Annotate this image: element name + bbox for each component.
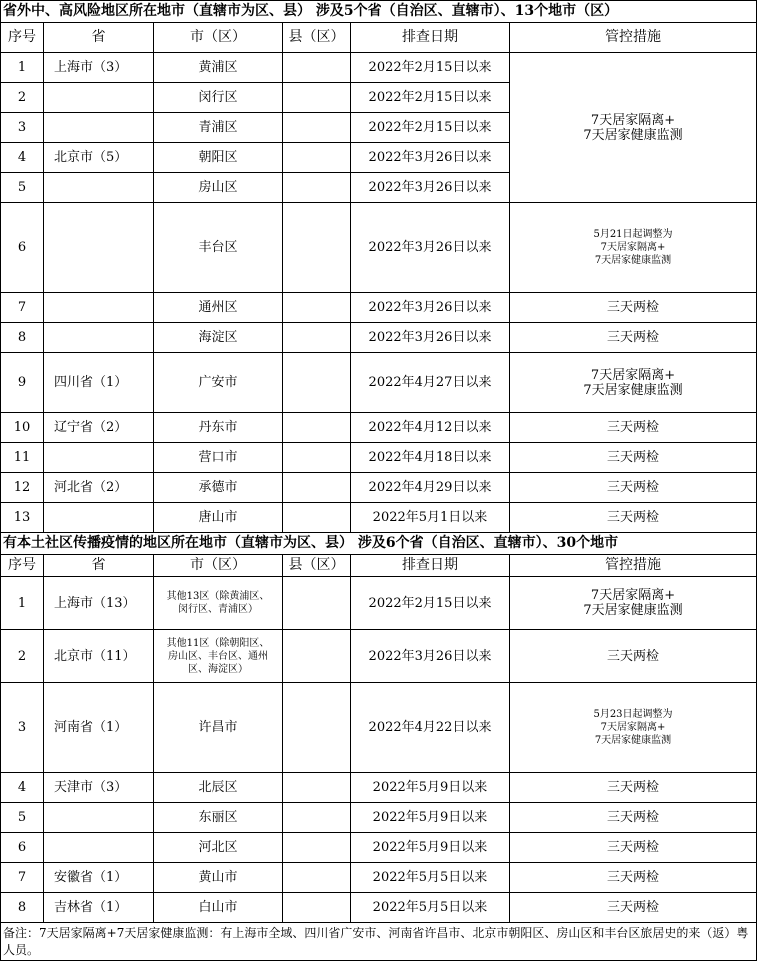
row-number: 8: [1, 323, 44, 353]
county-cell: [283, 893, 351, 923]
measure-cell: [510, 203, 757, 293]
date-cell: 2022年5月5日以来: [351, 893, 510, 923]
measure-cell: [510, 323, 757, 353]
date-cell: 2022年5月9日以来: [351, 833, 510, 863]
measure-cell-line: 三天两检: [607, 480, 660, 495]
measure-cell-line: 三天两检: [607, 330, 660, 345]
header-no: 序号: [1, 23, 44, 53]
city-cell: 黄浦区: [154, 53, 283, 83]
province-cell: 安徽省（1）: [44, 863, 154, 893]
county-cell: [283, 323, 351, 353]
header-city: 市（区）: [154, 555, 283, 577]
section-title: 省外中、高风险地区所在地市（直辖市为区、县） 涉及5个省（自治区、直辖市）、13个地市（区）: [1, 1, 757, 23]
province-cell: 辽宁省（2）: [44, 413, 154, 443]
county-cell: [283, 863, 351, 893]
table-row: [1, 863, 757, 893]
county-cell: [283, 503, 351, 533]
header-measure: 管控措施: [510, 23, 757, 53]
county-cell: [283, 173, 351, 203]
city-cell: 朝阳区: [154, 143, 283, 173]
date-cell: 2022年3月26日以来: [351, 173, 510, 203]
row-number: 7: [1, 293, 44, 323]
city-cell: 承德市: [154, 473, 283, 503]
county-cell: [283, 413, 351, 443]
header-date: 排查日期: [351, 23, 510, 53]
measure-cell: [510, 630, 757, 683]
header-no: 序号: [1, 555, 44, 577]
province-cell: [44, 293, 154, 323]
date-cell: 2022年4月29日以来: [351, 473, 510, 503]
province-cell: [44, 443, 154, 473]
province-cell: 上海市（3）: [44, 53, 154, 83]
header-province: 省: [44, 555, 154, 577]
table-row: [1, 683, 757, 773]
province-cell: [44, 803, 154, 833]
measure-cell: [510, 893, 757, 923]
city-cell: 营口市: [154, 443, 283, 473]
measure-cell: [510, 293, 757, 323]
province-cell: [44, 83, 154, 113]
measure-cell-line: 7天居家隔离+: [590, 588, 676, 603]
measure-cell-line: 7天居家隔离+: [600, 722, 666, 733]
measure-cell-line: 三天两检: [607, 510, 660, 525]
province-cell: 北京市（11）: [44, 630, 154, 683]
province-cell: 上海市（13）: [44, 577, 154, 630]
row-number: 7: [1, 863, 44, 893]
city-cell: 丹东市: [154, 413, 283, 443]
row-number: 6: [1, 203, 44, 293]
date-cell: 2022年5月5日以来: [351, 863, 510, 893]
province-cell: [44, 503, 154, 533]
header-measure: 管控措施: [510, 555, 757, 577]
measure-cell: [510, 53, 757, 203]
row-number: 13: [1, 503, 44, 533]
row-number: 2: [1, 83, 44, 113]
table-row: [1, 577, 757, 630]
measure-cell-line: 三天两检: [607, 900, 660, 915]
county-cell: [283, 833, 351, 863]
table-row: [1, 353, 757, 413]
city-cell: 丰台区: [154, 203, 283, 293]
table-row: [1, 503, 757, 533]
county-cell: [283, 683, 351, 773]
city-cell: [154, 630, 283, 683]
row-number: 1: [1, 577, 44, 630]
date-cell: 2022年2月15日以来: [351, 83, 510, 113]
measure-cell-line: 7天居家隔离+: [600, 242, 666, 253]
date-cell: 2022年3月26日以来: [351, 323, 510, 353]
row-number: 12: [1, 473, 44, 503]
table-row: [1, 893, 757, 923]
county-cell: [283, 803, 351, 833]
measure-cell-line: 三天两检: [607, 780, 660, 795]
note-row: [1, 923, 757, 961]
header-county: 县（区）: [283, 23, 351, 53]
city-cell-line: 区、海淀区）: [188, 663, 248, 675]
county-cell: [283, 293, 351, 323]
county-cell: [283, 203, 351, 293]
county-cell: [283, 577, 351, 630]
measure-cell-line: 5月21日起调整为: [593, 229, 673, 240]
row-number: 11: [1, 443, 44, 473]
header-province: 省: [44, 23, 154, 53]
measure-cell: [510, 863, 757, 893]
city-cell: 海淀区: [154, 323, 283, 353]
row-number: 4: [1, 143, 44, 173]
date-cell: 2022年4月12日以来: [351, 413, 510, 443]
measure-cell-line: 三天两检: [607, 840, 660, 855]
measure-cell-line: 7天居家健康监测: [583, 603, 683, 618]
section-title-row: [1, 533, 757, 555]
measure-cell-line: 三天两检: [607, 810, 660, 825]
row-number: 1: [1, 53, 44, 83]
table-row: [1, 803, 757, 833]
row-number: 6: [1, 833, 44, 863]
county-cell: [283, 443, 351, 473]
row-number: 9: [1, 353, 44, 413]
measure-cell-line: 三天两检: [607, 870, 660, 885]
header-date: 排查日期: [351, 555, 510, 577]
county-cell: [283, 630, 351, 683]
measure-cell-line: 三天两检: [607, 300, 660, 315]
city-cell: 白山市: [154, 893, 283, 923]
county-cell: [283, 353, 351, 413]
row-number: 3: [1, 113, 44, 143]
date-cell: 2022年3月26日以来: [351, 630, 510, 683]
header-county: 县（区）: [283, 555, 351, 577]
city-cell: [154, 577, 283, 630]
date-cell: 2022年4月22日以来: [351, 683, 510, 773]
date-cell: 2022年4月18日以来: [351, 443, 510, 473]
row-number: 4: [1, 773, 44, 803]
measure-cell: [510, 833, 757, 863]
row-number: 5: [1, 803, 44, 833]
province-cell: 吉林省（1）: [44, 893, 154, 923]
province-cell: [44, 113, 154, 143]
measure-cell: [510, 353, 757, 413]
measure-cell-line: 7天居家隔离+: [590, 367, 676, 383]
province-cell: 天津市（3）: [44, 773, 154, 803]
county-cell: [283, 83, 351, 113]
city-cell: 房山区: [154, 173, 283, 203]
measure-cell: [510, 683, 757, 773]
measure-cell-line: 5月23日起调整为: [593, 709, 673, 720]
date-cell: 2022年2月15日以来: [351, 53, 510, 83]
measure-cell-line: 7天居家健康监测: [583, 382, 683, 398]
section-title-row: [1, 1, 757, 23]
county-cell: [283, 113, 351, 143]
table-row: [1, 293, 757, 323]
date-cell: 2022年3月26日以来: [351, 143, 510, 173]
measure-cell-line: 7天居家隔离+: [590, 112, 676, 128]
date-cell: 2022年4月27日以来: [351, 353, 510, 413]
city-cell-line: 其他11区（除朝阳区、: [166, 637, 270, 649]
city-cell: 通州区: [154, 293, 283, 323]
city-cell: 许昌市: [154, 683, 283, 773]
date-cell: 2022年5月9日以来: [351, 803, 510, 833]
table-row: [1, 413, 757, 443]
province-cell: 四川省（1）: [44, 353, 154, 413]
city-cell: 广安市: [154, 353, 283, 413]
province-cell: 河北省（2）: [44, 473, 154, 503]
table-row: [1, 630, 757, 683]
header-city: 市（区）: [154, 23, 283, 53]
date-cell: 2022年3月26日以来: [351, 203, 510, 293]
province-cell: [44, 173, 154, 203]
city-cell-line: 闵行区、青浦区）: [178, 604, 258, 615]
header-row: [1, 555, 757, 577]
row-number: 10: [1, 413, 44, 443]
section-title: 有本土社区传播疫情的地区所在地市（直辖市为区、县） 涉及6个省（自治区、直辖市）、30个地市: [1, 533, 757, 555]
county-cell: [283, 773, 351, 803]
county-cell: [283, 143, 351, 173]
table-row: [1, 323, 757, 353]
measure-cell-line: 三天两检: [607, 420, 660, 435]
table-row: [1, 473, 757, 503]
table-row: [1, 203, 757, 293]
city-cell: 闵行区: [154, 83, 283, 113]
measure-cell-line: 三天两检: [607, 648, 660, 664]
city-cell-line: 其他13区（除黄浦区、: [166, 591, 270, 602]
city-cell: 青浦区: [154, 113, 283, 143]
measure-cell-line: 三天两检: [607, 450, 660, 465]
province-cell: [44, 323, 154, 353]
date-cell: 2022年5月1日以来: [351, 503, 510, 533]
measure-cell: [510, 473, 757, 503]
measure-cell: [510, 577, 757, 630]
header-row: [1, 23, 757, 53]
county-cell: [283, 473, 351, 503]
row-number: 2: [1, 630, 44, 683]
county-cell: [283, 53, 351, 83]
date-cell: 2022年2月15日以来: [351, 113, 510, 143]
table-row: [1, 53, 757, 83]
city-cell: 黄山市: [154, 863, 283, 893]
measure-cell-line: 7天居家健康监测: [583, 127, 683, 143]
row-number: 5: [1, 173, 44, 203]
measure-cell: [510, 443, 757, 473]
date-cell: 2022年2月15日以来: [351, 577, 510, 630]
province-cell: 北京市（5）: [44, 143, 154, 173]
province-cell: [44, 833, 154, 863]
city-cell-line: 房山区、丰台区、通州: [168, 650, 268, 662]
city-cell: 东丽区: [154, 803, 283, 833]
row-number: 3: [1, 683, 44, 773]
measure-cell: [510, 803, 757, 833]
date-cell: 2022年3月26日以来: [351, 293, 510, 323]
measure-cell-line: 7天居家健康监测: [594, 735, 672, 746]
city-cell: 北辰区: [154, 773, 283, 803]
measure-cell: [510, 413, 757, 443]
row-number: 8: [1, 893, 44, 923]
measure-cell: [510, 503, 757, 533]
measure-cell-line: 7天居家健康监测: [594, 255, 672, 266]
table-row: [1, 443, 757, 473]
table-row: [1, 833, 757, 863]
province-cell: [44, 203, 154, 293]
city-cell: 唐山市: [154, 503, 283, 533]
table-row: [1, 773, 757, 803]
city-cell: 河北区: [154, 833, 283, 863]
province-cell: 河南省（1）: [44, 683, 154, 773]
note-text: 备注：7天居家隔离+7天居家健康监测：有上海市全域、四川省广安市、河南省许昌市、北京市朝阳区、房山区和丰台区旅居史的来（返）粤人员。: [1, 923, 757, 961]
date-cell: 2022年5月9日以来: [351, 773, 510, 803]
measure-cell: [510, 773, 757, 803]
